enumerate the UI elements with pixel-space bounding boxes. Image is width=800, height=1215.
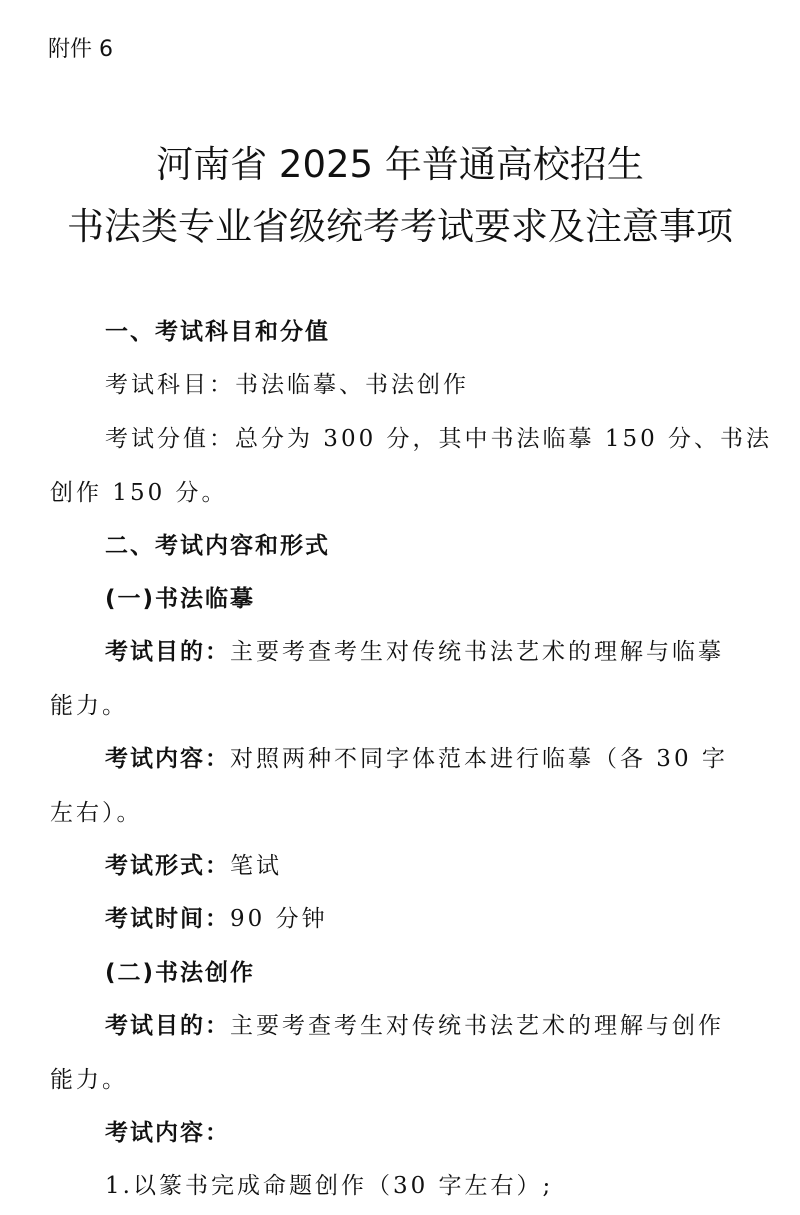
part-2-purpose-cont: 能力。 [50,1067,128,1093]
part-1-content-cont: 左右）。 [50,800,143,826]
title-line-1: 河南省 2025 年普通高校招生 [156,143,644,186]
part-1-time [105,900,800,933]
exam-subjects: 考试科目：书法临摹、书法创作 [105,372,469,398]
exam-score-line-2: 创作 150 分。 [50,480,228,506]
annex-label: 附件 6 [48,37,113,62]
part-1-form [105,847,800,880]
part-1-purpose-cont: 能力。 [50,693,128,719]
purpose-text: 主要考查考生对传统书法艺术的理解与创作 [230,1013,724,1039]
form-label: 考试形式： [105,853,230,879]
part-1-purpose [105,633,800,666]
form-value: 笔试 [230,853,282,879]
exam-score-line-1: 考试分值：总分为 300 分，其中书法临摹 150 分、书法 [105,426,773,452]
part-2-purpose [105,1007,800,1040]
part-1-content [105,740,800,773]
content-text: 对照两种不同字体范本进行临摹（各 30 字 [230,746,728,772]
purpose-label: 考试目的： [105,1013,230,1039]
part-1-heading: (一)书法临摹 [105,586,256,612]
part-2-heading: (二)书法创作 [105,960,256,986]
time-value: 90 分钟 [230,906,328,932]
time-label: 考试时间： [105,906,230,932]
purpose-text: 主要考查考生对传统书法艺术的理解与临摹 [230,639,724,665]
content-label: 考试内容： [105,746,230,772]
section-2-heading: 二、考试内容和形式 [105,533,330,559]
part-2-content-label: 考试内容： [105,1120,230,1146]
purpose-label: 考试目的： [105,639,230,665]
part-2-item-1: 1.以篆书完成命题创作（30 字左右）; [105,1173,554,1199]
section-1-heading: 一、考试科目和分值 [105,319,330,345]
title-line-2: 书法类专业省级统考考试要求及注意事项 [67,205,733,248]
